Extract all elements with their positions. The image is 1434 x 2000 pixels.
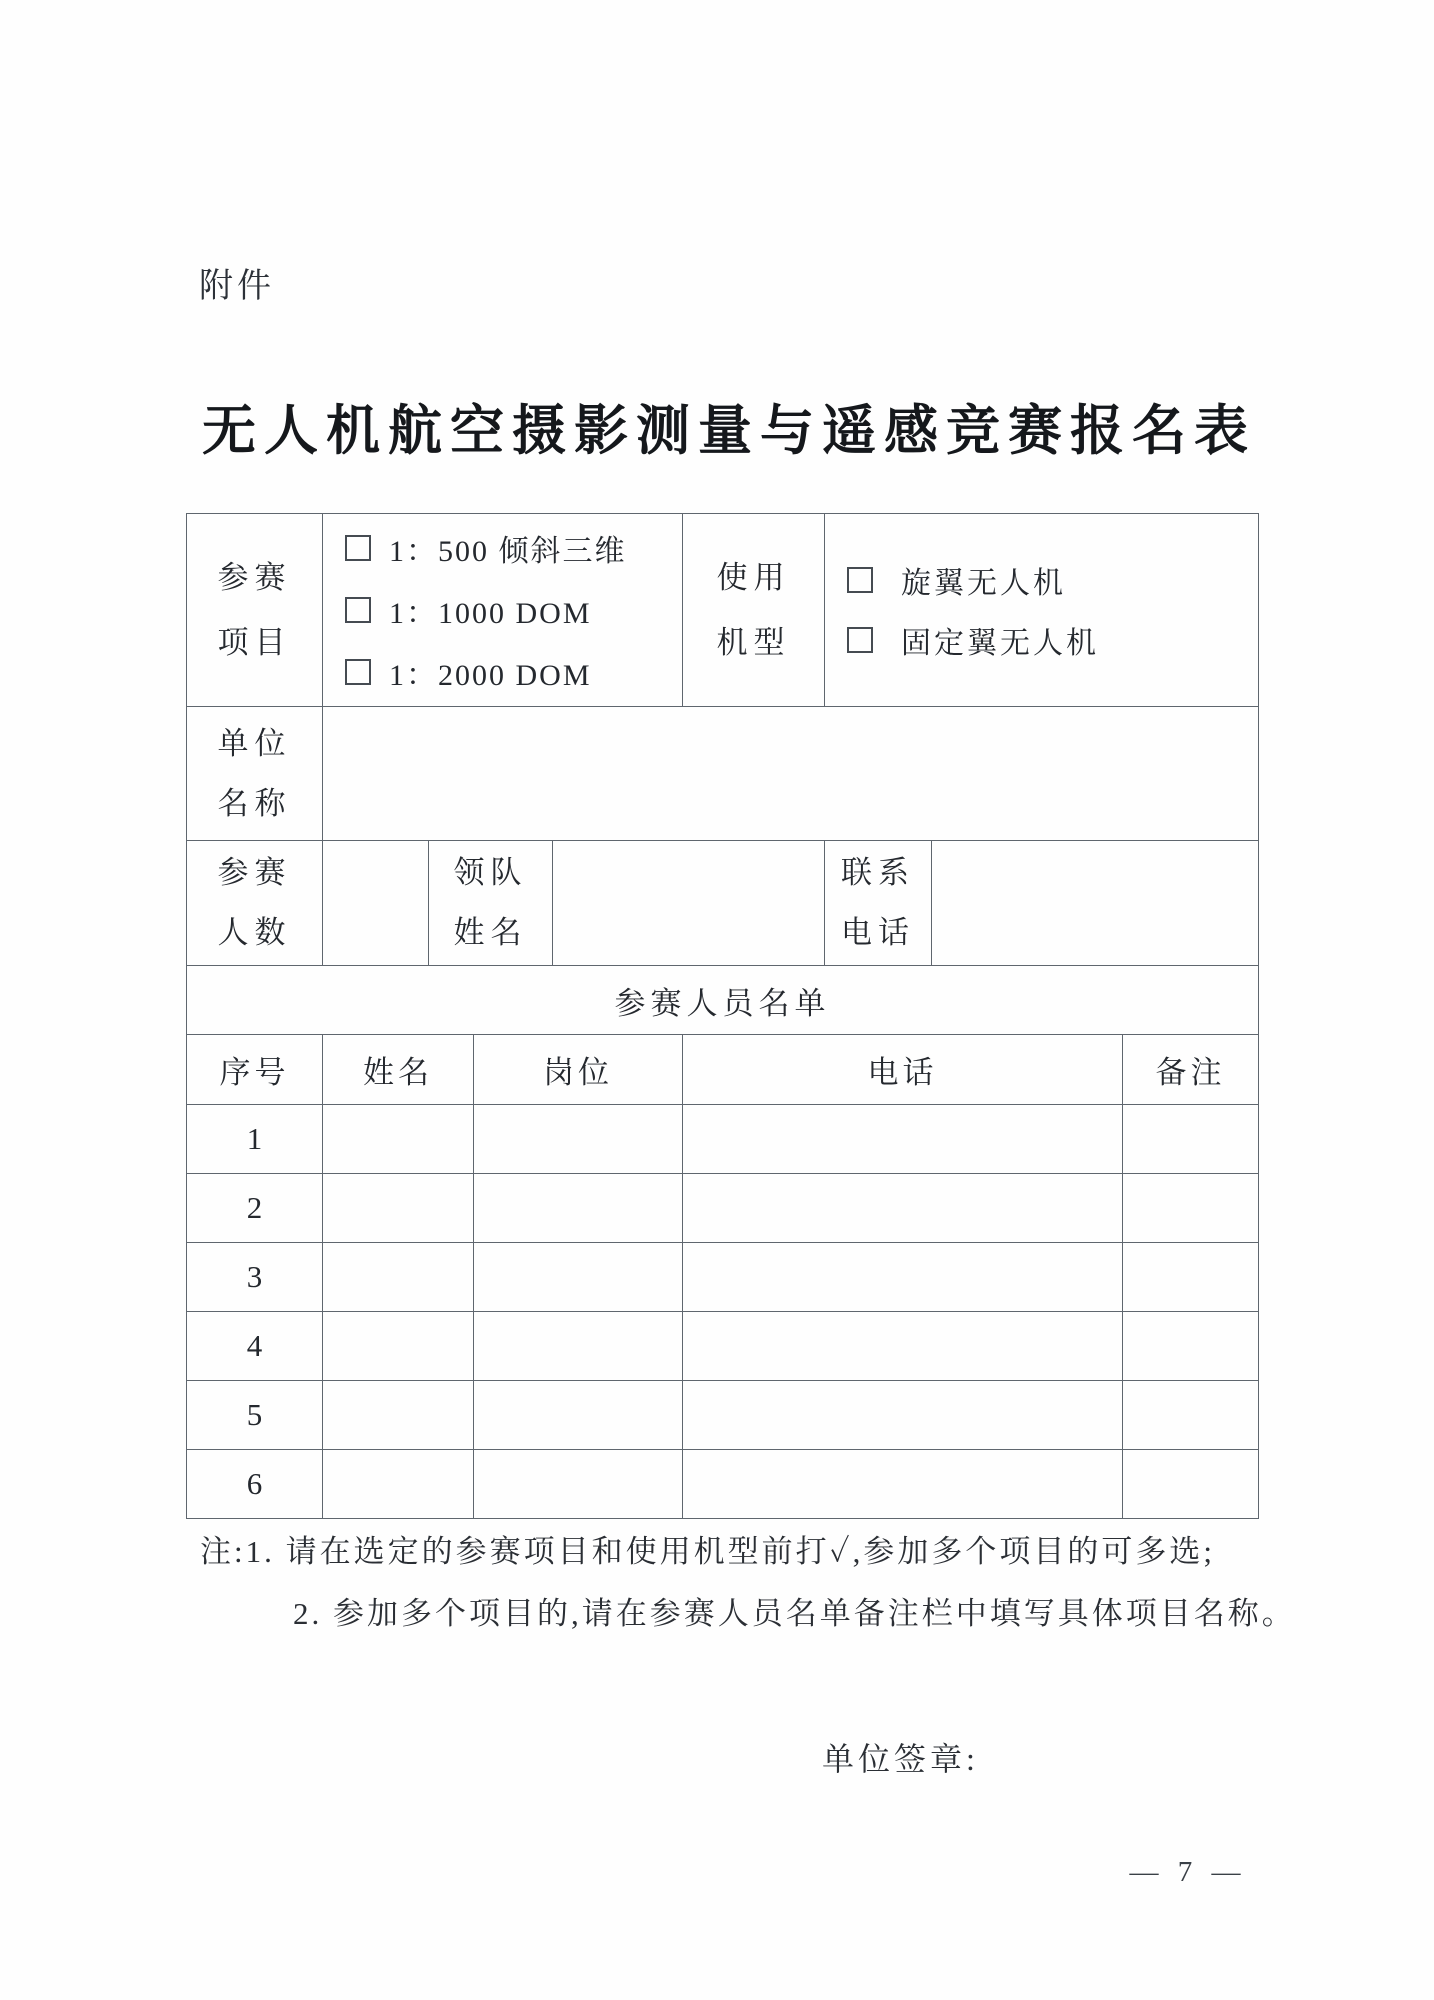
roster-remark-cell[interactable] (1123, 1450, 1259, 1519)
footnote-2: 2. 参加多个项目的,请在参赛人员名单备注栏中填写具体项目名称。 (293, 1596, 1296, 1631)
roster-row (187, 1381, 1259, 1450)
roster-row-no: 6 (187, 1450, 323, 1519)
entry-items-options (323, 514, 683, 707)
roster-position-cell[interactable] (474, 1312, 683, 1381)
roster-row-no: 4 (187, 1312, 323, 1381)
unit-name-label (187, 707, 323, 841)
roster-phone-cell[interactable] (683, 1174, 1123, 1243)
roster-remark-cell[interactable] (1123, 1105, 1259, 1174)
page-title: 无人机航空摄影测量与遥感竞赛报名表 (202, 401, 1256, 461)
roster-header-no: 序号 (187, 1035, 323, 1105)
roster-remark-cell[interactable] (1123, 1381, 1259, 1450)
page-number: — 7 — (1129, 1856, 1247, 1888)
roster-row (187, 1312, 1259, 1381)
leader-name-label-line2: 姓名 (453, 915, 528, 950)
unit-name-label-line2: 名称 (217, 785, 292, 821)
checkbox-rotary-wing-uav[interactable] (847, 567, 873, 593)
entry-items-label-line1: 参赛 (217, 560, 292, 595)
roster-row-no: 3 (187, 1243, 323, 1312)
roster-row (187, 1243, 1259, 1312)
aircraft-option-fixed-label: 固定翼无人机 (901, 627, 1099, 660)
contact-phone-label-line2: 电话 (841, 915, 915, 950)
aircraft-option-fixed (825, 610, 1258, 670)
roster-header-phone: 电话 (683, 1035, 1123, 1105)
checkbox-1-2000-dom[interactable] (345, 659, 371, 685)
contact-phone-label (825, 841, 932, 966)
team-size-label-line2: 人数 (217, 915, 292, 950)
entry-items-label-line2: 项目 (217, 625, 292, 660)
checkbox-fixed-wing-uav[interactable] (847, 627, 873, 653)
aircraft-type-label-line2: 机型 (716, 625, 791, 660)
team-size-label (187, 841, 323, 966)
roster-row (187, 1174, 1259, 1243)
roster-row-no: 1 (187, 1105, 323, 1174)
checkbox-1-500-oblique-3d[interactable] (345, 535, 371, 561)
leader-name-input-cell[interactable] (553, 841, 825, 966)
roster-section-title: 参赛人员名单 (187, 966, 1259, 1035)
roster-name-cell[interactable] (323, 1243, 474, 1312)
roster-name-cell[interactable] (323, 1174, 474, 1243)
aircraft-option-rotary (825, 550, 1258, 610)
roster-row (187, 1105, 1259, 1174)
roster-header-remark: 备注 (1123, 1035, 1259, 1105)
roster-position-cell[interactable] (474, 1381, 683, 1450)
entry-items-label (187, 514, 323, 707)
contact-phone-label-line1: 联系 (841, 855, 915, 890)
roster-remark-cell[interactable] (1123, 1174, 1259, 1243)
leader-name-label-line1: 领队 (453, 855, 528, 890)
roster-row-no: 5 (187, 1381, 323, 1450)
roster-phone-cell[interactable] (683, 1312, 1123, 1381)
roster-position-cell[interactable] (474, 1243, 683, 1312)
roster-position-cell[interactable] (474, 1450, 683, 1519)
roster-position-cell[interactable] (474, 1105, 683, 1174)
unit-signature-label: 单位签章: (822, 1741, 979, 1777)
roster-phone-cell[interactable] (683, 1450, 1123, 1519)
unit-name-label-line1: 单位 (217, 725, 292, 761)
registration-form-table (186, 513, 1259, 1519)
aircraft-type-label (683, 514, 825, 707)
roster-name-cell[interactable] (323, 1381, 474, 1450)
roster-name-cell[interactable] (323, 1105, 474, 1174)
contact-phone-input-cell[interactable] (932, 841, 1259, 966)
checkbox-1-1000-dom[interactable] (345, 597, 371, 623)
roster-name-cell[interactable] (323, 1450, 474, 1519)
roster-header-position: 岗位 (474, 1035, 683, 1105)
team-size-label-line1: 参赛 (217, 855, 292, 890)
attachment-label: 附件 (199, 268, 275, 305)
entry-option-1-1000 (323, 579, 682, 641)
roster-row (187, 1450, 1259, 1519)
aircraft-type-label-line1: 使用 (716, 560, 791, 595)
roster-phone-cell[interactable] (683, 1381, 1123, 1450)
leader-name-label (429, 841, 553, 966)
footnote-1: 注:1. 请在选定的参赛项目和使用机型前打✓,参加多个项目的可多选; (200, 1534, 1215, 1569)
entry-option-1-2000 (323, 641, 682, 703)
entry-option-1-1000-label: 1：1000 DOM (389, 597, 592, 630)
roster-phone-cell[interactable] (683, 1243, 1123, 1312)
aircraft-type-options (825, 514, 1259, 707)
unit-name-input-cell[interactable] (323, 707, 1259, 841)
roster-position-cell[interactable] (474, 1174, 683, 1243)
roster-phone-cell[interactable] (683, 1105, 1123, 1174)
entry-option-1-500 (323, 517, 682, 579)
roster-row-no: 2 (187, 1174, 323, 1243)
entry-option-1-2000-label: 1：2000 DOM (389, 659, 592, 692)
team-size-input-cell[interactable] (323, 841, 429, 966)
aircraft-option-rotary-label: 旋翼无人机 (901, 567, 1066, 600)
roster-remark-cell[interactable] (1123, 1312, 1259, 1381)
roster-header-name: 姓名 (323, 1035, 474, 1105)
entry-option-1-500-label: 1：500 倾斜三维 (389, 535, 627, 568)
roster-name-cell[interactable] (323, 1312, 474, 1381)
roster-remark-cell[interactable] (1123, 1243, 1259, 1312)
